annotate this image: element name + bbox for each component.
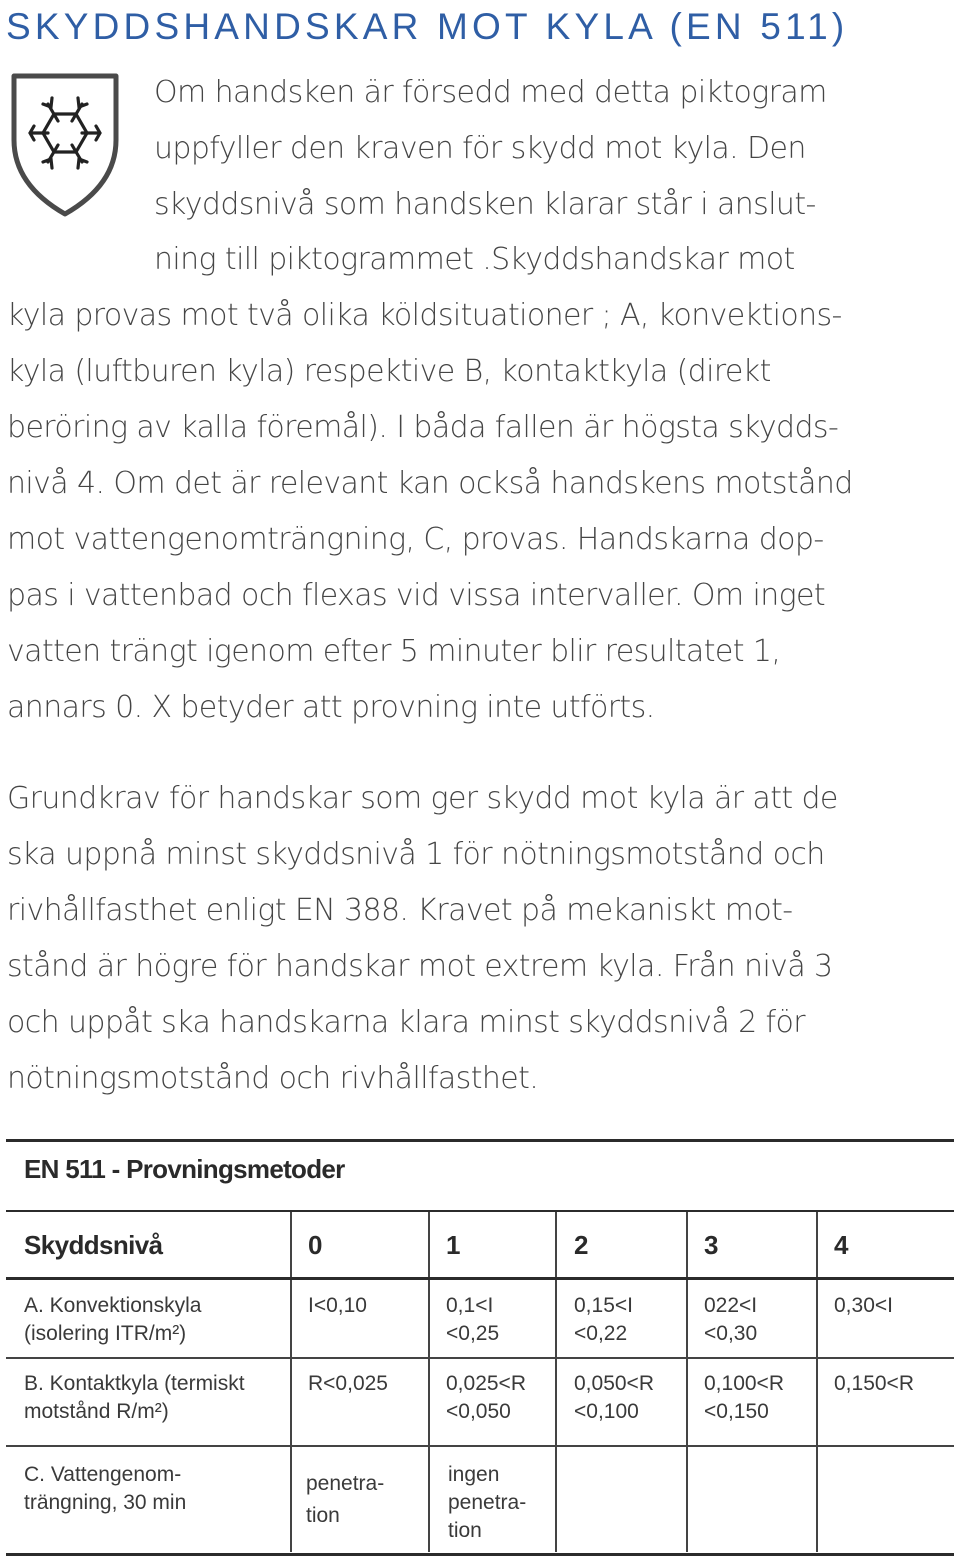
text-line: nivå 4. Om det är relevant kan också handskens motstånd bbox=[7, 466, 853, 501]
text-line: stånd är högre för handskar mot extrem kyla. Från nivå 3 bbox=[7, 949, 833, 984]
text-line: annars 0. X betyder att provning inte utförts. bbox=[7, 690, 655, 725]
text-line: och uppåt ska handskarna klara minst skyddsnivå 2 för bbox=[7, 1005, 805, 1040]
row-rule bbox=[6, 1445, 954, 1447]
header-cell: 4 bbox=[834, 1230, 848, 1260]
text-line: mot vattengenomträngning, C, provas. Handskarna dop- bbox=[7, 522, 824, 557]
column-divider bbox=[290, 1212, 292, 1552]
column-divider bbox=[816, 1212, 818, 1552]
header-cell: 2 bbox=[574, 1230, 588, 1260]
table-cell: 0,100<R <0,150 bbox=[704, 1372, 784, 1423]
table-cell: 022<I <0,30 bbox=[704, 1294, 758, 1345]
header-cell: 0 bbox=[308, 1230, 322, 1260]
table-title: EN 511 - Provningsmetoder bbox=[24, 1154, 345, 1184]
header-cell: Skyddsnivå bbox=[24, 1230, 163, 1260]
text-line: skyddsnivå som handsken klarar står i anslut- bbox=[154, 187, 816, 222]
header-cell: 1 bbox=[446, 1230, 460, 1260]
header-rule bbox=[6, 1277, 954, 1280]
column-divider bbox=[555, 1212, 557, 1552]
row-label: C. Vattengenom- trängning, 30 min bbox=[24, 1463, 187, 1514]
text-line: nötningsmotstånd och rivhållfasthet. bbox=[7, 1061, 539, 1096]
table-cell: 0,025<R <0,050 bbox=[446, 1372, 526, 1423]
table-cell: 0,1<I <0,25 bbox=[446, 1294, 500, 1345]
table-cell: 0,15<I <0,22 bbox=[574, 1294, 633, 1345]
header-cell: 3 bbox=[704, 1230, 718, 1260]
text-line: uppfyller den kraven för skydd mot kyla. Den bbox=[154, 131, 806, 166]
table-cell: R<0,025 bbox=[308, 1372, 388, 1395]
row-label: B. Kontaktkyla (termiskt motstånd R/m²) bbox=[24, 1372, 245, 1423]
table-bottom-rule bbox=[6, 1553, 954, 1556]
table-cell: 0,150<R bbox=[834, 1372, 914, 1395]
text-line: kyla (luftburen kyla) respektive B, kontaktkyla (direkt bbox=[7, 354, 771, 389]
table-cell: penetra- tion bbox=[306, 1472, 385, 1527]
row-label: A. Konvektionskyla (isolering ITR/m²) bbox=[24, 1294, 202, 1345]
text-line: beröring av kalla föremål). I båda fallen är högsta skydds- bbox=[7, 410, 839, 445]
snowflake-shield-icon bbox=[8, 70, 122, 218]
text-line: Grundkrav för handskar som ger skydd mot kyla är att de bbox=[7, 781, 838, 816]
row-rule bbox=[6, 1357, 954, 1359]
page-title: SKYDDSHANDSKAR MOT KYLA (EN 511) bbox=[6, 6, 849, 47]
text-line: rivhållfasthet enligt EN 388. Kravet på mekaniskt mot- bbox=[7, 893, 793, 928]
table-top-rule bbox=[6, 1139, 954, 1142]
table-cell: 0,30<I bbox=[834, 1294, 893, 1317]
text-line: pas i vattenbad och flexas vid vissa intervaller. Om inget bbox=[7, 578, 826, 613]
table-title-rule bbox=[6, 1210, 954, 1212]
column-divider bbox=[428, 1212, 430, 1552]
table-cell: 0,050<R <0,100 bbox=[574, 1372, 654, 1423]
text-line: ska uppnå minst skyddsnivå 1 för nötningsmotstånd och bbox=[7, 837, 825, 872]
column-divider bbox=[686, 1212, 688, 1552]
table-cell: I<0,10 bbox=[308, 1294, 367, 1317]
table-cell: ingen penetra- tion bbox=[448, 1463, 527, 1542]
text-line: vatten trängt igenom efter 5 minuter blir resultatet 1, bbox=[7, 634, 781, 669]
text-line: kyla provas mot två olika köldsituationer ; A, konvektions- bbox=[7, 298, 842, 333]
text-line: Om handsken är försedd med detta piktogram bbox=[154, 75, 827, 110]
text-line: ning till piktogrammet .Skyddshandskar mot bbox=[154, 242, 795, 277]
